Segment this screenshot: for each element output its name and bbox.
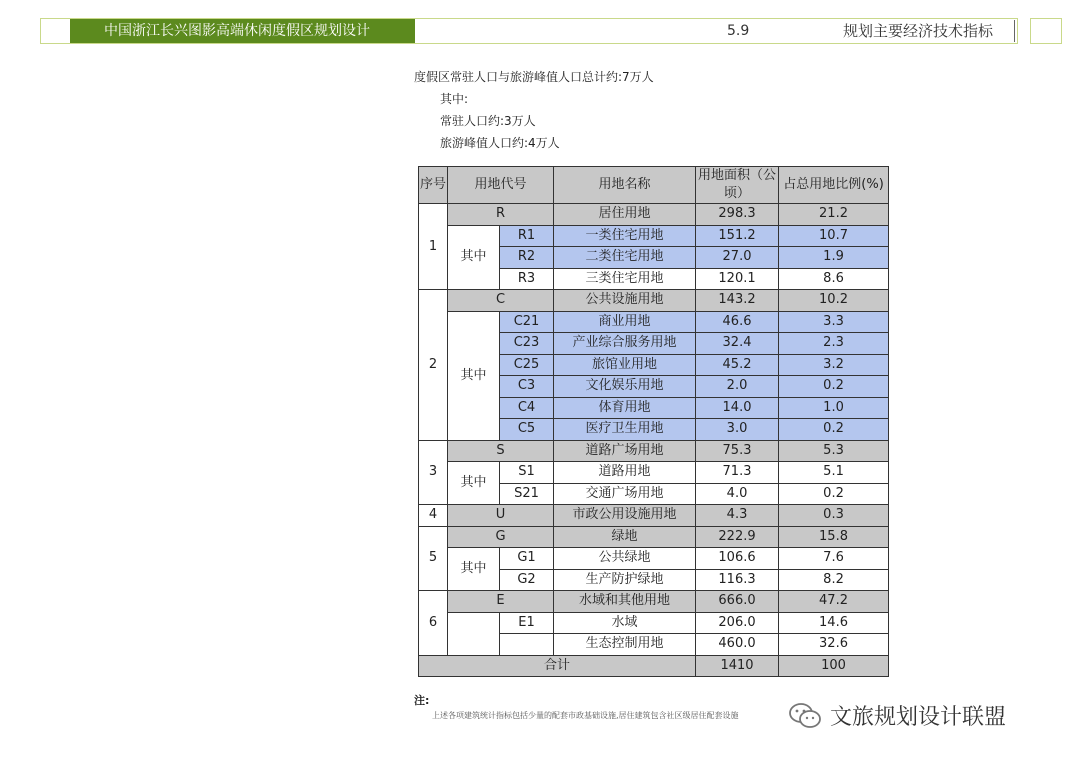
code-cell: S21 <box>500 483 554 505</box>
area-cell: 4.0 <box>696 483 779 505</box>
area-cell: 4.3 <box>696 505 779 527</box>
table-row <box>419 591 889 613</box>
name-cell: 交通广场用地 <box>554 483 696 505</box>
name-cell: 居住用地 <box>554 204 696 226</box>
table-row <box>419 526 889 548</box>
code-cell: C23 <box>500 333 554 355</box>
name-cell: 医疗卫生用地 <box>554 419 696 441</box>
name-cell: 道路用地 <box>554 462 696 484</box>
name-cell: 市政公用设施用地 <box>554 505 696 527</box>
area-cell: 106.6 <box>696 548 779 570</box>
name-cell: 一类住宅用地 <box>554 225 696 247</box>
total-label: 合计 <box>419 655 696 677</box>
code-cell <box>500 634 554 656</box>
code-cell: C5 <box>500 419 554 441</box>
table-header-row <box>419 167 889 204</box>
name-cell: 三类住宅用地 <box>554 268 696 290</box>
area-cell: 32.4 <box>696 333 779 355</box>
total-area: 1410 <box>696 655 779 677</box>
area-cell: 3.0 <box>696 419 779 441</box>
empty-among-cell <box>448 612 500 655</box>
code-cell: C4 <box>500 397 554 419</box>
table-row <box>419 225 889 247</box>
header-code: 用地代号 <box>448 167 554 204</box>
ratio-cell: 0.3 <box>779 505 889 527</box>
name-cell: 旅馆业用地 <box>554 354 696 376</box>
seq-cell: 5 <box>419 526 448 591</box>
table-row <box>419 204 889 226</box>
code-cell: C3 <box>500 376 554 398</box>
ratio-cell: 15.8 <box>779 526 889 548</box>
note-label: 注: <box>414 694 430 707</box>
code-cell: G2 <box>500 569 554 591</box>
area-cell: 222.9 <box>696 526 779 548</box>
table-row <box>419 311 889 333</box>
code-cell: C <box>448 290 554 312</box>
seq-cell: 2 <box>419 290 448 441</box>
ratio-cell: 21.2 <box>779 204 889 226</box>
name-cell: 商业用地 <box>554 311 696 333</box>
total-ratio: 100 <box>779 655 889 677</box>
code-cell: C21 <box>500 311 554 333</box>
area-cell: 2.0 <box>696 376 779 398</box>
ratio-cell: 14.6 <box>779 612 889 634</box>
area-cell: 75.3 <box>696 440 779 462</box>
ratio-cell: 10.2 <box>779 290 889 312</box>
among-cell: 其中 <box>448 311 500 440</box>
header-ratio: 占总用地比例(%) <box>779 167 889 204</box>
name-cell: 道路广场用地 <box>554 440 696 462</box>
ratio-cell: 10.7 <box>779 225 889 247</box>
watermark <box>788 700 1006 731</box>
area-cell: 14.0 <box>696 397 779 419</box>
area-cell: 460.0 <box>696 634 779 656</box>
ratio-cell: 0.2 <box>779 376 889 398</box>
population-among: 其中: <box>440 92 469 106</box>
seq-cell: 3 <box>419 440 448 505</box>
name-cell: 二类住宅用地 <box>554 247 696 269</box>
land-use-table <box>418 166 889 677</box>
wechat-icon <box>788 702 822 730</box>
total-row <box>419 655 889 677</box>
seq-cell: 6 <box>419 591 448 656</box>
table-body <box>419 204 889 677</box>
area-cell: 27.0 <box>696 247 779 269</box>
note-text: 上述各项建筑统计指标包括少量的配套市政基础设施,居住建筑包含社区级居住配套设施 <box>432 711 739 720</box>
code-cell: S <box>448 440 554 462</box>
table-row <box>419 440 889 462</box>
ratio-cell: 0.2 <box>779 419 889 441</box>
seq-cell: 4 <box>419 505 448 527</box>
area-cell: 45.2 <box>696 354 779 376</box>
among-cell: 其中 <box>448 462 500 505</box>
area-cell: 143.2 <box>696 290 779 312</box>
name-cell: 水域和其他用地 <box>554 591 696 613</box>
seq-cell: 1 <box>419 204 448 290</box>
area-cell: 120.1 <box>696 268 779 290</box>
ratio-cell: 3.2 <box>779 354 889 376</box>
ratio-cell: 8.2 <box>779 569 889 591</box>
header-seq: 序号 <box>419 167 448 204</box>
ratio-cell: 1.9 <box>779 247 889 269</box>
project-title: 中国浙江长兴图影高端休闲度假区规划设计 <box>70 19 415 43</box>
table-row <box>419 505 889 527</box>
code-cell: G <box>448 526 554 548</box>
table-row <box>419 462 889 484</box>
name-cell: 生态控制用地 <box>554 634 696 656</box>
ratio-cell: 47.2 <box>779 591 889 613</box>
area-cell: 46.6 <box>696 311 779 333</box>
corner-box <box>1030 18 1062 44</box>
table-row <box>419 548 889 570</box>
ratio-cell: 2.3 <box>779 333 889 355</box>
code-cell: E <box>448 591 554 613</box>
ratio-cell: 1.0 <box>779 397 889 419</box>
section-number: 5.9 <box>727 23 750 39</box>
population-summary <box>414 66 654 154</box>
code-cell: R <box>448 204 554 226</box>
name-cell: 水域 <box>554 612 696 634</box>
name-cell: 产业综合服务用地 <box>554 333 696 355</box>
code-cell: C25 <box>500 354 554 376</box>
area-cell: 298.3 <box>696 204 779 226</box>
code-cell: G1 <box>500 548 554 570</box>
section-title: 规划主要经济技术指标 <box>843 22 994 40</box>
name-cell: 文化娱乐用地 <box>554 376 696 398</box>
ratio-cell: 8.6 <box>779 268 889 290</box>
population-total: 度假区常驻人口与旅游峰值人口总计约:7万人 <box>414 70 654 84</box>
area-cell: 71.3 <box>696 462 779 484</box>
watermark-text: 文旅规划设计联盟 <box>830 705 1007 730</box>
code-cell: S1 <box>500 462 554 484</box>
area-cell: 116.3 <box>696 569 779 591</box>
area-cell: 206.0 <box>696 612 779 634</box>
name-cell: 体育用地 <box>554 397 696 419</box>
area-cell: 151.2 <box>696 225 779 247</box>
population-resident: 常驻人口约:3万人 <box>440 114 536 128</box>
code-cell: U <box>448 505 554 527</box>
table-row <box>419 612 889 634</box>
header-name: 用地名称 <box>554 167 696 204</box>
ratio-cell: 0.2 <box>779 483 889 505</box>
title-divider <box>1014 20 1015 42</box>
name-cell: 生产防护绿地 <box>554 569 696 591</box>
header-area: 用地面积（公顷） <box>696 167 779 204</box>
ratio-cell: 32.6 <box>779 634 889 656</box>
code-cell: R2 <box>500 247 554 269</box>
ratio-cell: 5.1 <box>779 462 889 484</box>
name-cell: 公共设施用地 <box>554 290 696 312</box>
code-cell: R1 <box>500 225 554 247</box>
among-cell: 其中 <box>448 225 500 290</box>
name-cell: 公共绿地 <box>554 548 696 570</box>
ratio-cell: 3.3 <box>779 311 889 333</box>
table-row <box>419 290 889 312</box>
among-cell: 其中 <box>448 548 500 591</box>
population-peak: 旅游峰值人口约:4万人 <box>440 136 560 150</box>
code-cell: E1 <box>500 612 554 634</box>
name-cell: 绿地 <box>554 526 696 548</box>
area-cell: 666.0 <box>696 591 779 613</box>
ratio-cell: 7.6 <box>779 548 889 570</box>
code-cell: R3 <box>500 268 554 290</box>
ratio-cell: 5.3 <box>779 440 889 462</box>
